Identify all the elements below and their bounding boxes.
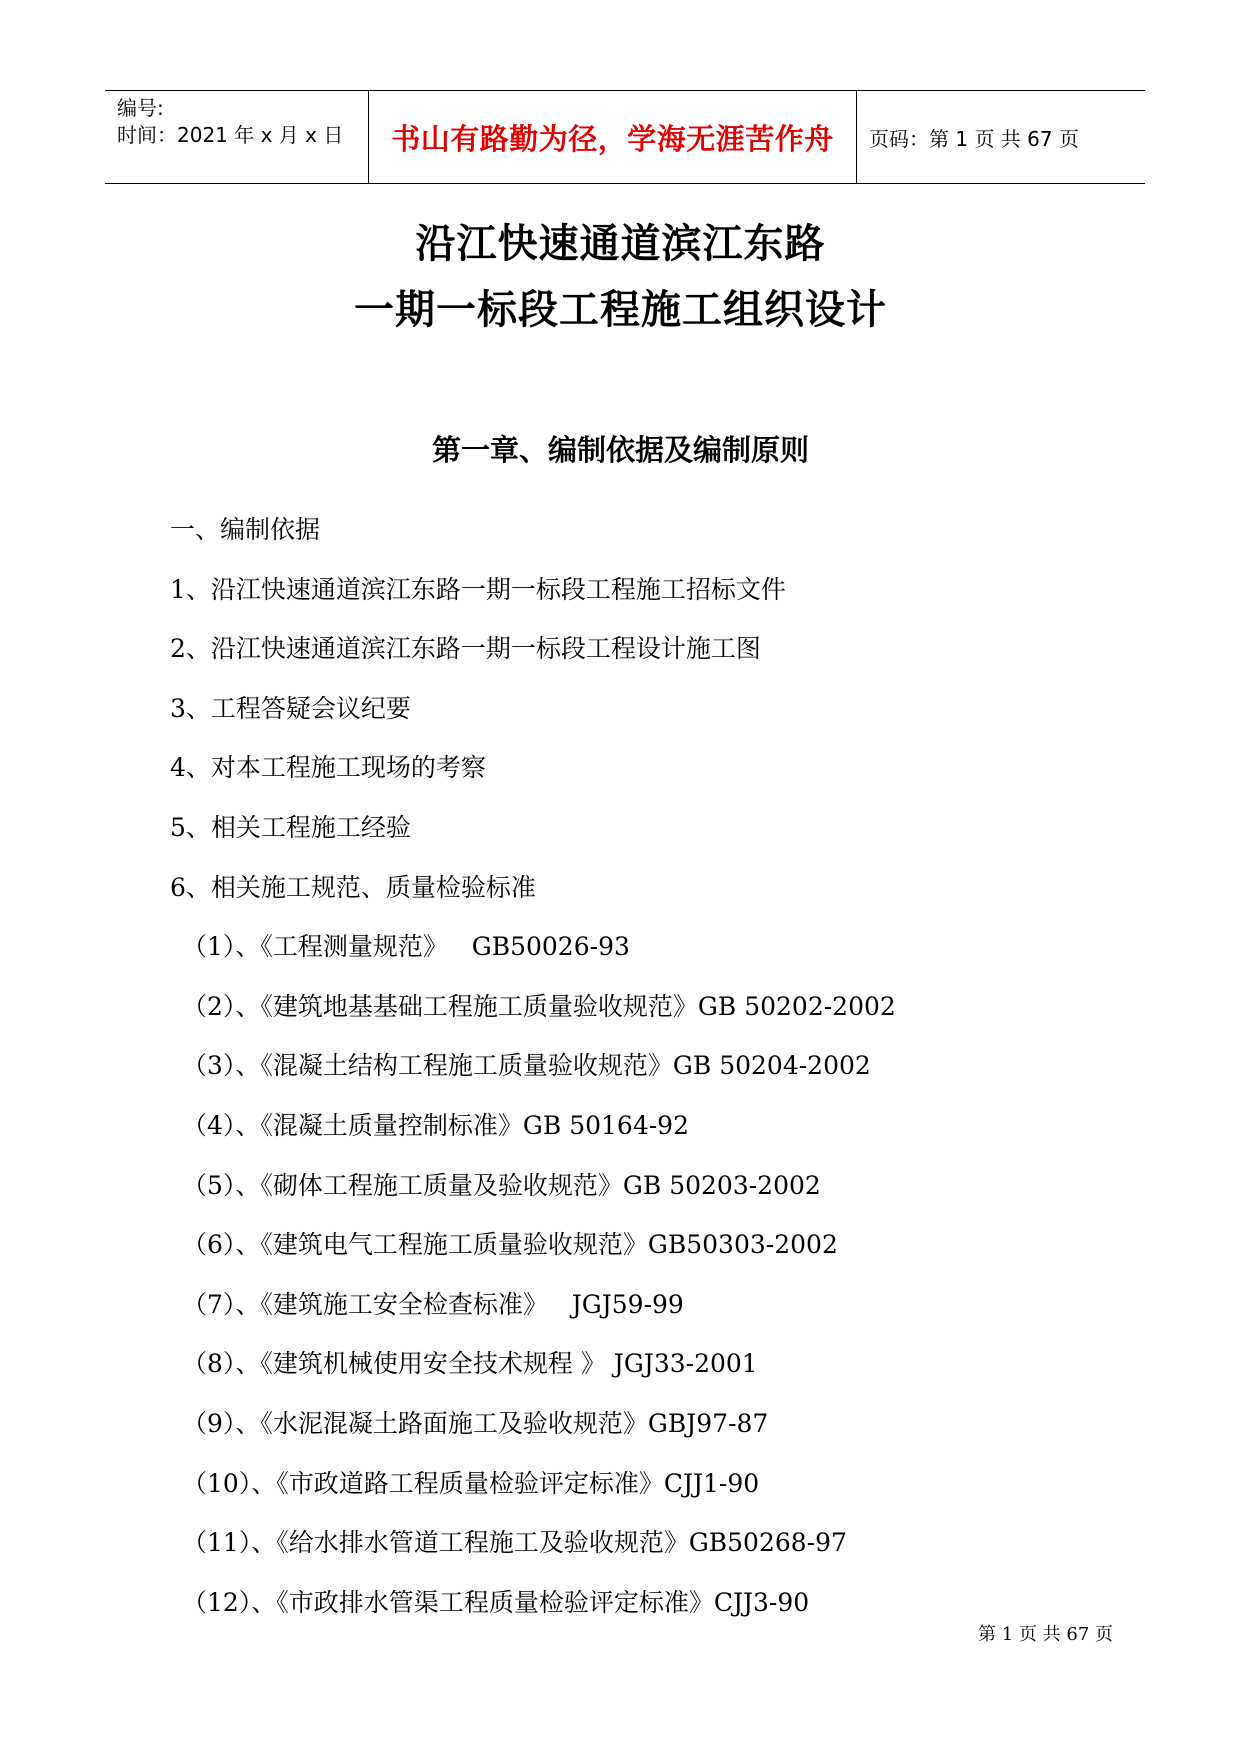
- standard-item: （11）、《给水排水管道工程施工及验收规范》GB50268-97: [182, 1528, 847, 1558]
- standard-item: （3）、《混凝土结构工程施工质量验收规范》GB 50204-2002: [182, 1051, 871, 1081]
- basis-item: 6、相关施工规范、质量检验标准: [170, 872, 536, 902]
- basis-item: 1、沿江快速通道滨江东路一期一标段工程施工招标文件: [170, 574, 786, 604]
- basis-item: 3、工程答疑会议纪要: [170, 693, 411, 723]
- chapter-heading: 第一章、编制依据及编制原则: [431, 433, 809, 467]
- standard-item: （9）、《水泥混凝土路面施工及验收规范》GBJ97-87: [182, 1408, 769, 1438]
- document-number-label: 编号:: [117, 96, 164, 120]
- basis-item: 5、相关工程施工经验: [170, 812, 411, 842]
- standard-item: （1）、《工程测量规范》 GB50026-93: [182, 932, 630, 962]
- document-body: [170, 508, 1130, 1640]
- standard-item: （2）、《建筑地基基础工程施工质量验收规范》GB 50202-2002: [182, 991, 896, 1021]
- standard-item: （4）、《混凝土质量控制标准》GB 50164-92: [182, 1110, 689, 1140]
- header-page-info: 页码：第 1 页 共 67 页: [869, 126, 1079, 151]
- standard-item: （12）、《市政排水管渠工程质量检验评定标准》CJJ3-90: [182, 1587, 810, 1617]
- document-time-label: 时间：2021 年 x 月 x 日: [117, 123, 344, 147]
- standard-item: （7）、《建筑施工安全检查标准》 JGJ59-99: [182, 1289, 684, 1319]
- page-footer: 第 1 页 共 67 页: [978, 1624, 1113, 1645]
- header-page-cell: [857, 91, 1145, 183]
- basis-item: 2、沿江快速通道滨江东路一期一标段工程设计施工图: [170, 634, 761, 664]
- document-title-line-2: 一期一标段工程施工组织设计: [354, 287, 887, 333]
- header-motto-cell: [369, 91, 857, 183]
- header-meta-cell: [105, 91, 369, 183]
- header-motto: 书山有路勤为径，学海无涯苦作舟: [391, 121, 834, 156]
- document-header: [105, 90, 1145, 184]
- standard-item: （10）、《市政道路工程质量检验评定标准》CJJ1-90: [182, 1468, 760, 1498]
- standard-item: （8）、《建筑机械使用安全技术规程 》 JGJ33-2001: [182, 1349, 758, 1379]
- document-title-line-1: 沿江快速通道滨江东路: [415, 221, 826, 267]
- standard-item: （6）、《建筑电气工程施工质量验收规范》GB50303-2002: [182, 1230, 838, 1260]
- standard-item: （5）、《砌体工程施工质量及验收规范》GB 50203-2002: [182, 1170, 821, 1200]
- section-heading: 一、编制依据: [170, 515, 321, 544]
- basis-item: 4、对本工程施工现场的考察: [170, 753, 486, 783]
